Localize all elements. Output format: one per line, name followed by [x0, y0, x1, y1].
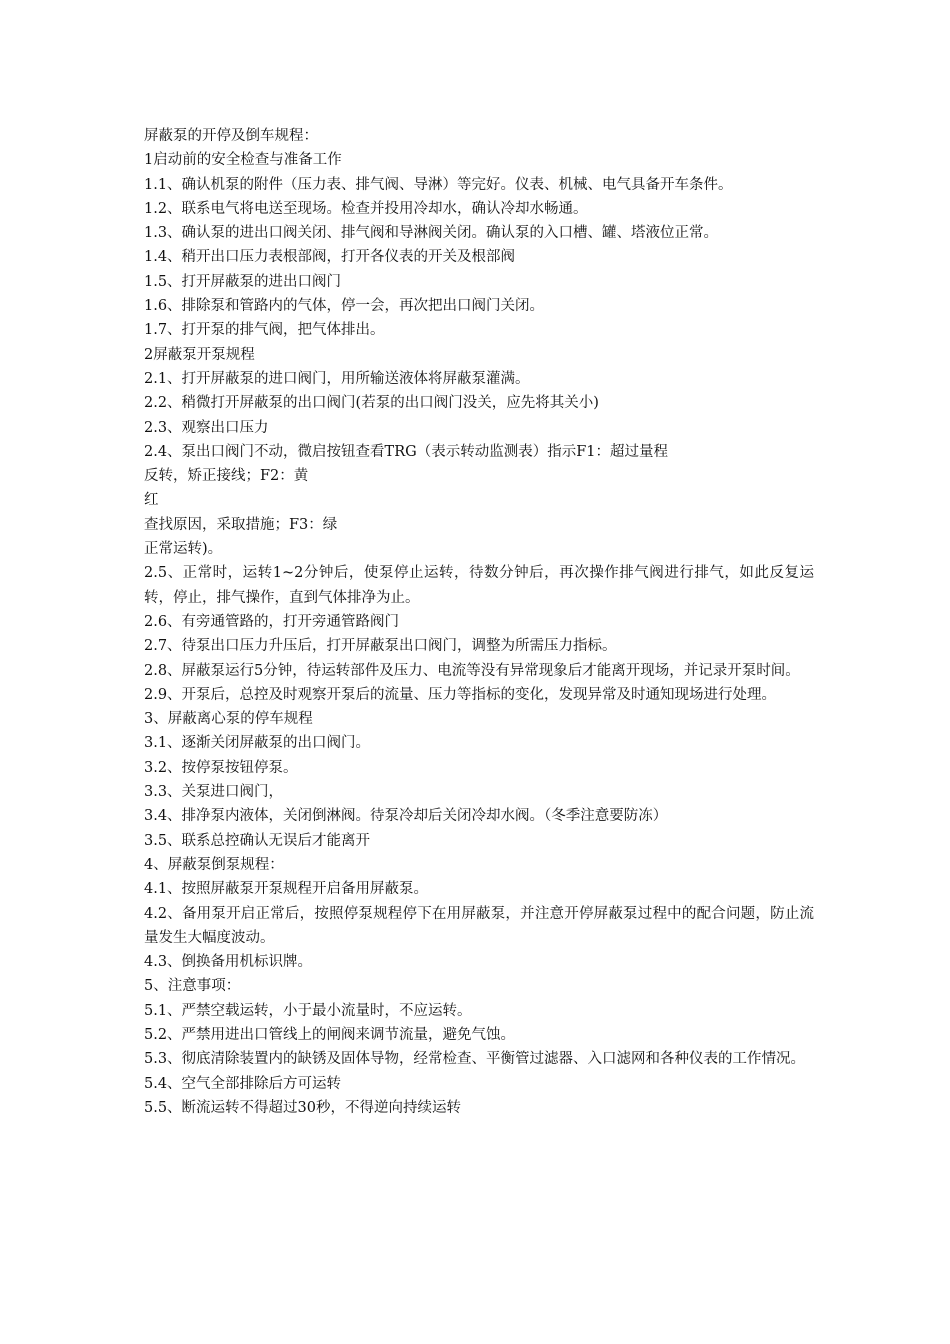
section-heading-2: 2屏蔽泵开泵规程 [144, 346, 255, 363]
paragraph-2-8: 2.8、屏蔽泵运行5分钟，待运转部件及压力、电流等没有异常现象后才能离开现场，并记录开泵时间。 [144, 662, 800, 679]
paragraph-2-4-f2: 查找原因，采取措施；F3：绿 [144, 516, 338, 533]
paragraph-1-2: 1.2、联系电气将电送至现场。检查并投用冷却水，确认冷却水畅通。 [144, 200, 588, 217]
paragraph-2-5: 2.5、正常时，运转1~2分钟后，使泵停止运转，待数分钟后，再次操作排气阀进行排气，如此反复运转，停止，排气操作，直到气体排净为止。 [144, 565, 814, 606]
paragraph-3-5: 3.5、联系总控确认无误后才能离开 [144, 832, 371, 849]
paragraph-2-4-f3: 正常运转)。 [144, 541, 223, 558]
document-title: 屏蔽泵的开停及倒车规程： [144, 128, 318, 144]
paragraph-1-4: 1.4、稍开出口压力表根部阀，打开各仪表的开关及根部阀 [144, 249, 516, 266]
document-body [144, 124, 814, 1120]
paragraph-1-5: 1.5、打开屏蔽泵的进出口阀门 [144, 273, 342, 290]
paragraph-2-7: 2.7、待泵出口压力升压后，打开屏蔽泵出口阀门，调整为所需压力指标。 [144, 638, 617, 655]
paragraph-1-3: 1.3、确认泵的进出口阀关闭、排气阀和导淋阀关闭。确认泵的入口槽、罐、塔液位正常。 [144, 225, 719, 242]
paragraph-1-7: 1.7、打开泵的排气阀，把气体排出。 [144, 322, 385, 339]
paragraph-5-4: 5.4、空气全部排除后方可运转 [144, 1075, 342, 1092]
paragraph-1-1: 1.1、确认机泵的附件（压力表、排气阀、导淋）等完好。仪表、机械、电气具备开车条件。 [144, 176, 733, 193]
section-heading-3: 3、屏蔽离心泵的停车规程 [144, 711, 313, 728]
paragraph-5-2: 5.2、严禁用进出口管线上的闸阀来调节流量，避免气蚀。 [144, 1026, 516, 1043]
paragraph-2-9: 2.9、开泵后，总控及时观察开泵后的流量、压力等指标的变化，发现异常及时通知现场进行处理。 [144, 686, 777, 703]
paragraph-2-2: 2.2、稍微打开屏蔽泵的出口阀门(若泵的出口阀门没关，应先将其关小) [144, 395, 599, 412]
paragraph-3-1: 3.1、逐渐关闭屏蔽泵的出口阀门。 [144, 735, 371, 752]
paragraph-3-2: 3.2、按停泵按钮停泵。 [144, 759, 298, 776]
paragraph-2-4-red: 红 [144, 492, 159, 509]
paragraph-2-1: 2.1、打开屏蔽泵的进口阀门，用所输送液体将屏蔽泵灌满。 [144, 370, 530, 387]
paragraph-3-3: 3.3、关泵进口阀门， [144, 784, 284, 801]
paragraph-2-3: 2.3、观察出口压力 [144, 419, 269, 436]
paragraph-5-3: 5.3、彻底清除装置内的缺锈及固体导物，经常检查、平衡管过滤器、入口滤网和各种仪表的工作情况。 [144, 1051, 806, 1068]
paragraph-3-4: 3.4、排净泵内液体，关闭倒淋阀。待泵冷却后关闭冷却水阀。（冬季注意要防冻） [144, 808, 668, 825]
paragraph-5-1: 5.1、严禁空载运转，小于最小流量时，不应运转。 [144, 1002, 472, 1019]
paragraph-4-1: 4.1、按照屏蔽泵开泵规程开启备用屏蔽泵。 [144, 881, 429, 898]
section-heading-4: 4、屏蔽泵倒泵规程： [144, 856, 284, 873]
section-heading-5: 5、注意事项： [144, 978, 241, 995]
section-heading-1: 1启动前的安全检查与准备工作 [144, 152, 342, 169]
paragraph-2-4: 2.4、泵出口阀门不动，微启按钮查看TRG（表示转动监测表）指示F1：超过量程 [144, 443, 669, 460]
paragraph-2-4-f1: 反转，矫正接线；F2：黄 [144, 468, 309, 485]
paragraph-1-6: 1.6、排除泵和管路内的气体，停一会，再次把出口阀门关闭。 [144, 298, 545, 315]
paragraph-2-6: 2.6、有旁通管路的，打开旁通管路阀门 [144, 613, 400, 630]
paragraph-5-5: 5.5、断流运转不得超过30秒，不得逆向持续运转 [144, 1099, 462, 1116]
paragraph-4-2: 4.2、备用泵开启正常后，按照停泵规程停下在用屏蔽泵，并注意开停屏蔽泵过程中的配合问题，防止流量发生大幅度波动。 [144, 905, 814, 946]
paragraph-4-3: 4.3、倒换备用机标识牌。 [144, 954, 313, 971]
